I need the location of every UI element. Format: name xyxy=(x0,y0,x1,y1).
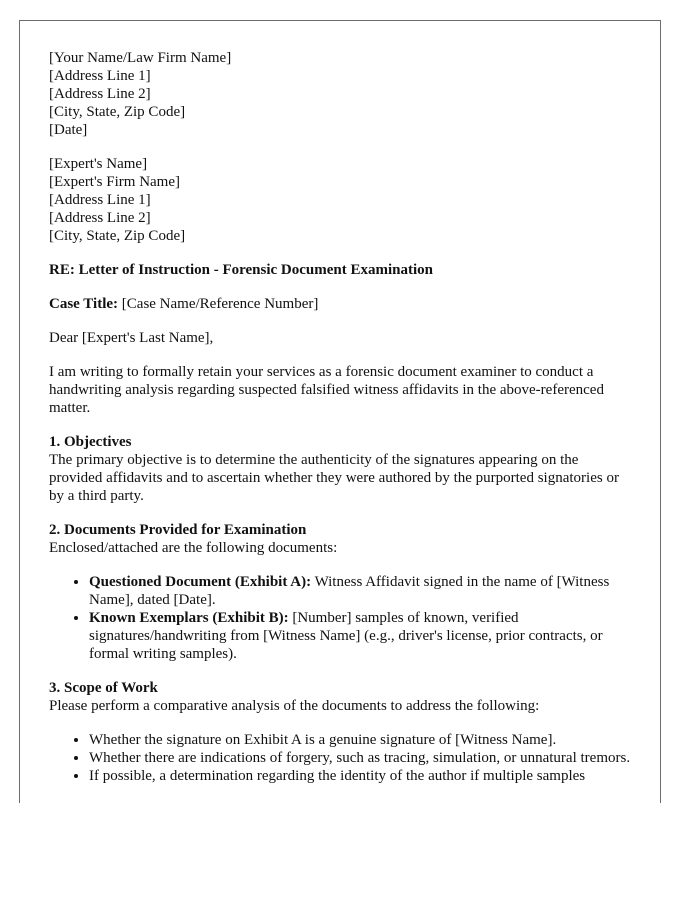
scope-heading: 3. Scope of Work xyxy=(49,680,158,696)
list-item-label: Questioned Document (Exhibit A): xyxy=(89,574,312,590)
sender-line: [Date] xyxy=(49,122,88,138)
salutation: Dear [Expert's Last Name], xyxy=(49,330,214,346)
case-title-value: [Case Name/Reference Number] xyxy=(118,296,319,312)
sender-line: [Address Line 2] xyxy=(49,86,151,102)
documents-list xyxy=(49,573,634,663)
list-item-text: Witness Affidavit signed in the name of [Witness Name], dated [Date]. xyxy=(89,574,610,608)
recipient-line: [Expert's Firm Name] xyxy=(49,174,181,190)
sender-line: [City, State, Zip Code] xyxy=(49,104,186,120)
sender-line: [Address Line 1] xyxy=(49,68,151,84)
list-item: • If possible, a determination regarding the identity of the author if multiple samples xyxy=(89,767,634,785)
scope-list xyxy=(49,731,634,785)
objectives-heading: 1. Objectives xyxy=(49,434,132,450)
recipient-line: [Expert's Name] xyxy=(49,156,148,172)
recipient-line: [City, State, Zip Code] xyxy=(49,228,186,244)
list-item-text: [Number] samples of known, verified signatures/handwriting from [Witness Name] (e.g., driver's license, prior contracts, or formal writing samples). xyxy=(89,610,603,662)
recipient-address xyxy=(49,155,634,245)
list-item xyxy=(89,573,634,609)
re-line: RE: Letter of Instruction - Forensic Document Examination xyxy=(49,262,433,278)
scope-body: Please perform a comparative analysis of the documents to address the following: xyxy=(49,698,540,714)
documents-body: Enclosed/attached are the following documents: xyxy=(49,540,338,556)
sender-address xyxy=(49,49,634,139)
documents-heading: 2. Documents Provided for Examination xyxy=(49,522,307,538)
case-title xyxy=(49,295,634,313)
intro-paragraph: I am writing to formally retain your services as a forensic document examiner to conduct a handwriting analysis regarding suspected falsified witness affidavits in the above-referenced matter. xyxy=(49,364,604,416)
list-item: • Whether there are indications of forgery, such as tracing, simulation, or unnatural tremors. xyxy=(89,749,634,767)
sender-line: [Your Name/Law Firm Name] xyxy=(49,50,232,66)
recipient-line: [Address Line 2] xyxy=(49,210,151,226)
objectives-body: The primary objective is to determine the authenticity of the signatures appearing on the provided affidavits and to ascertain whether they were authored by the purported signatories or by a third party. xyxy=(49,452,619,504)
recipient-line: [Address Line 1] xyxy=(49,192,151,208)
case-title-label: Case Title: xyxy=(49,296,119,312)
list-item-label: Known Exemplars (Exhibit B): xyxy=(89,610,289,626)
letter-page xyxy=(19,20,661,803)
letter-content xyxy=(49,49,634,785)
list-item: • Whether the signature on Exhibit A is a genuine signature of [Witness Name]. xyxy=(89,731,634,749)
list-item xyxy=(89,609,634,663)
